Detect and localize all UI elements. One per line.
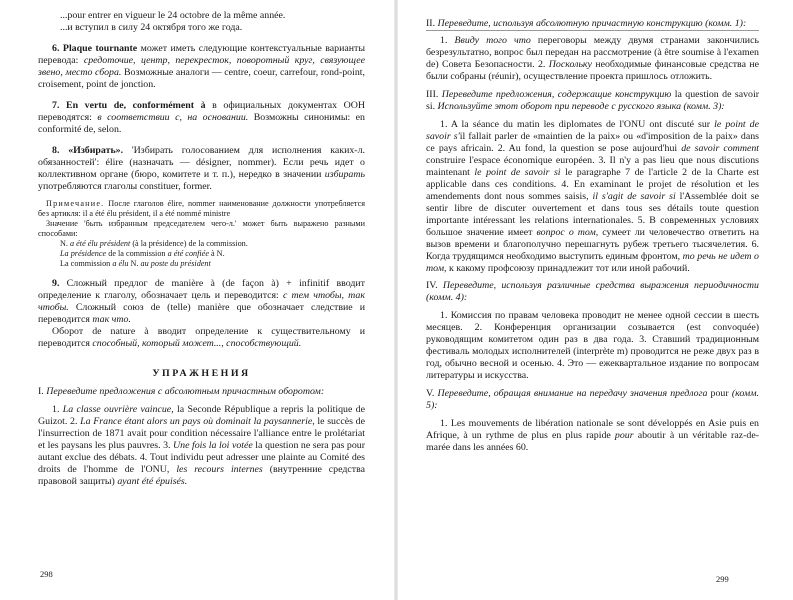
note-block [38,199,365,269]
item-8-text: 'Избирать голосованием для исполнения каких-л. обязанностей': élire (назначать — désigner, nommer). Если речь идет о коллективном органе (бюро, комитете и т. п.), нередко в значении [38,145,365,180]
right-page [396,0,793,600]
t1-it-e: ayant été épuisés. [117,476,188,487]
task-5-title-b: pour [707,388,732,399]
task-2-rule [426,30,759,31]
t3-f: сумеет ли человечество ответить на вызов времени и благополучно перешагнуть рубеж третьего тысячелетия. 6. Когда трудящимся необходимо выступить единым фронтом, [426,227,759,262]
item-9-text: Сложный предлог de manière à (de façon à) + infinitif вводит определение к глаголу, обозначает цель и переводится: [38,278,365,301]
t1-b: , la Seconde République a repris la politique de Guizot. 2. [38,404,366,427]
note-ex1-a: N. [60,239,71,248]
t3-c: construire l'espace économique européen. 3. Il n'y a pas lieu que nous discutions maintenant [426,155,759,178]
t1-a: 1. [52,404,63,415]
intro-russian-line: ...и вступил в силу 24 октября того же года. [60,22,243,33]
item-9 [38,278,365,326]
task-5-title-a: Переведите, обращая внимание на передачу значения предлога [437,388,708,399]
left-page [0,0,396,600]
note-example-1 [38,239,365,249]
t1-c: , le succès de l'insurrection de 1871 avait pour condition nécessaire l'alliance entre le prolétariat et les paysans les plus pauvres. 3. [38,416,365,451]
note-example-2 [38,249,365,259]
item-8-number: 8. [52,145,60,156]
item-8-italic: избирать [324,169,365,180]
item-9-italic-2: так что. [92,314,131,325]
t5-it-a: pour [614,430,634,441]
task-4-title-text: Переведите, используя различные средства выражения периодичности (комм. 4): [426,280,759,303]
note-ex1-b: a été élu président [70,239,131,248]
t2-a: 1. [440,35,455,46]
task-3-title-a: Переведите предложения, содержащие конструкцию [441,89,672,100]
item-9-italic-3: способный, который может..., способствующий. [92,338,302,349]
task-3-title [426,89,759,113]
t5-b: aboutir à un véritable raz-de-marée dans les années 60. [426,430,759,453]
note-line-2: Значение 'быть избранным председателем чего-л.' может быть выражено разными способами: [38,219,365,238]
item-9-number: 9. [52,278,60,289]
t3-it-d: il s'agit de savoir si [592,191,676,202]
item-7-synonyms: Возможны синонимы: en conformité de, selon. [38,112,365,135]
task-5-number: V. [426,388,435,399]
item-9-text-2: Сложный союз de (telle) manière que обозначает следствие и переводится [38,302,365,325]
item-9-p2-text: Оборот de nature à вводит определение к существительному и переводится [38,326,365,349]
note-ex2-c: a été confiée [167,249,209,258]
item-9-paragraph-2 [38,326,365,350]
note-ex1-c: (à la présidence) de la commission. [130,239,248,248]
note-ex3-d: au poste du président [140,259,211,268]
task-1-number: I. [38,386,44,397]
item-6-number: 6. [52,43,60,54]
t3-it-c: le point de savoir si [474,167,561,178]
item-7-variants: в соответствии с, на основании. [97,112,249,123]
task-4-text: 1. Комиссия по правам человека проводит не менее одной сессии в шесть месяцев. 2. Конференция организации созывается (est convoquée) руководящим комитетом один раз в два года. 3. Ставший традиционным фестиваль молодых исполнителей (interprète m) проводится не реже двух раз в год, обычно весной и осенью. 4. Это — ежеквартальное издание по вопросам литературы и искусства. [426,310,759,381]
t3-it-a: le point de savoir s' [426,119,759,142]
t1-it-c: Une fois la loi votée [173,440,253,451]
task-4-number: IV. [426,280,438,291]
note-ex2-b: de la commission [106,249,168,258]
t3-it-f: то речь не идет о том, [426,251,759,274]
task-2-text [426,35,759,83]
t1-it-d: les recours internes [176,464,263,475]
exercises-heading: УПРАЖНЕНИЯ [152,368,251,379]
note-example-3 [38,259,365,269]
item-8 [38,145,365,193]
task-2-title-text: Переведите, используя абсолютную причастную конструкцию (комм. 1): [437,18,747,29]
t2-b: переговоры между двумя странами закончились безрезультатно, вопрос был передан на рассмотрение (à être soumise à l'examen de) Совета Безопасности. 2. [426,35,759,70]
task-3-number: III. [426,89,439,100]
t3-d: le paragraphe 7 de l'article 2 de la Charte est applicable dans ces conditions. 4. En examinant le projet de résolution et les amendements dont nous sommes saisis, [426,167,759,202]
t3-it-b: de savoir comment [681,143,760,154]
task-3-title-c: Используйте этот оборот при переводе с русского языка (комм. 3): [437,101,725,112]
task-3-text [426,119,759,275]
task-1-title [38,386,365,398]
item-7-term: En vertu de, conformément à [66,100,206,111]
item-7 [38,100,365,136]
t1-e: (внутренние средства правовой защиты) [38,464,365,487]
task-5-text [426,418,759,454]
task-3-title-b: la question de savoir si. [426,89,760,112]
task-1-text [38,404,365,488]
task-2-title [426,18,759,30]
t3-b: il fallait parler de «maintien de la paix» ou «d'imposition de la paix» dans ce pays africain. 2. Au fond, la question se pose aujourd'hui [426,131,759,154]
page-number-left: 298 [40,569,53,579]
t2-it-a: Ввиду того что [454,35,531,46]
task-1-title-text: Переведите предложения с абсолютным причастным оборотом: [46,386,325,397]
item-6-text: может иметь следующие контекстуальные варианты перевода: [38,43,366,66]
note-ex3-a: La commission [60,259,113,268]
t3-e: l'Assemblée doit se sentir libre de discuter ouvertement et dans tous ses détails toute question importante intéressant les relations internationales. 5. В современных условиях большое значение имеет [426,191,759,238]
t3-a: 1. A la séance du matin les diplomates de l'ONU ont discuté sur [440,119,715,130]
task-4-title [426,280,759,304]
item-6-variants: средоточие, центр, перекресток, поворотный круг, связующее звено, место сбора. [38,55,365,78]
intro-french-line: ...pour entrer en vigueur le 24 octobre de la même année. [60,10,286,21]
t3-it-e: вопрос о том, [536,227,599,238]
t2-c: необходимые финансовые средства не были собраны (réunir), осуществление проекта пришлось отложить. [426,59,759,82]
note-paragraph [38,199,365,219]
note-ex2-a: La présidence [60,249,107,258]
item-9-italic-1: с тем чтобы, так чтобы. [38,290,365,313]
t5-a: 1. Les mouvements de libération nationale se sont développés en Asie puis en Afrique, à un rythme de plus en plus rapide [426,418,759,441]
t1-d: la question ne sera pas pour autant exclue des débats. 4. Tout individu peut adresser une plainte au Comité des droits de l'homme de l'ONU, [38,440,365,475]
item-8-text-end: употребляются глаголы constituer, former. [38,181,212,192]
note-label: Примечание. [46,199,105,208]
note-ex2-d: à N. [208,249,225,258]
t1-it-b: La France étant alors un pays où dominait la paysannerie [80,416,313,427]
page-number-right: 299 [716,574,729,584]
t3-g: к какому профсоюзу принадлежит тот или иной рабочий. [446,263,690,274]
task-2-number: II. [426,18,436,29]
task-5-title [426,388,759,412]
item-6-analogues: Возможные аналоги — centre, coeur, carrefour, rond-point, croisement, point de jonction. [38,67,365,90]
item-6 [38,43,365,91]
task-5-title-c: (комм. 5): [426,388,759,411]
item-7-text: в официальных документах ООН переводятся: [38,100,366,123]
t1-it-a: La classe ouvrière vaincue [62,404,172,415]
t2-it-b: Поскольку [548,59,592,70]
item-8-term: «Избирать». [68,145,124,156]
item-6-term: Plaque tournante [62,43,138,54]
note-ex3-c: N. [128,259,141,268]
note-text: После глаголов élire, nommer наименование должности употребляется без артикля: il a été élu président, il a été nommé ministre [38,199,365,218]
note-ex3-b: a élu [112,259,129,268]
item-7-number: 7. [52,100,60,111]
